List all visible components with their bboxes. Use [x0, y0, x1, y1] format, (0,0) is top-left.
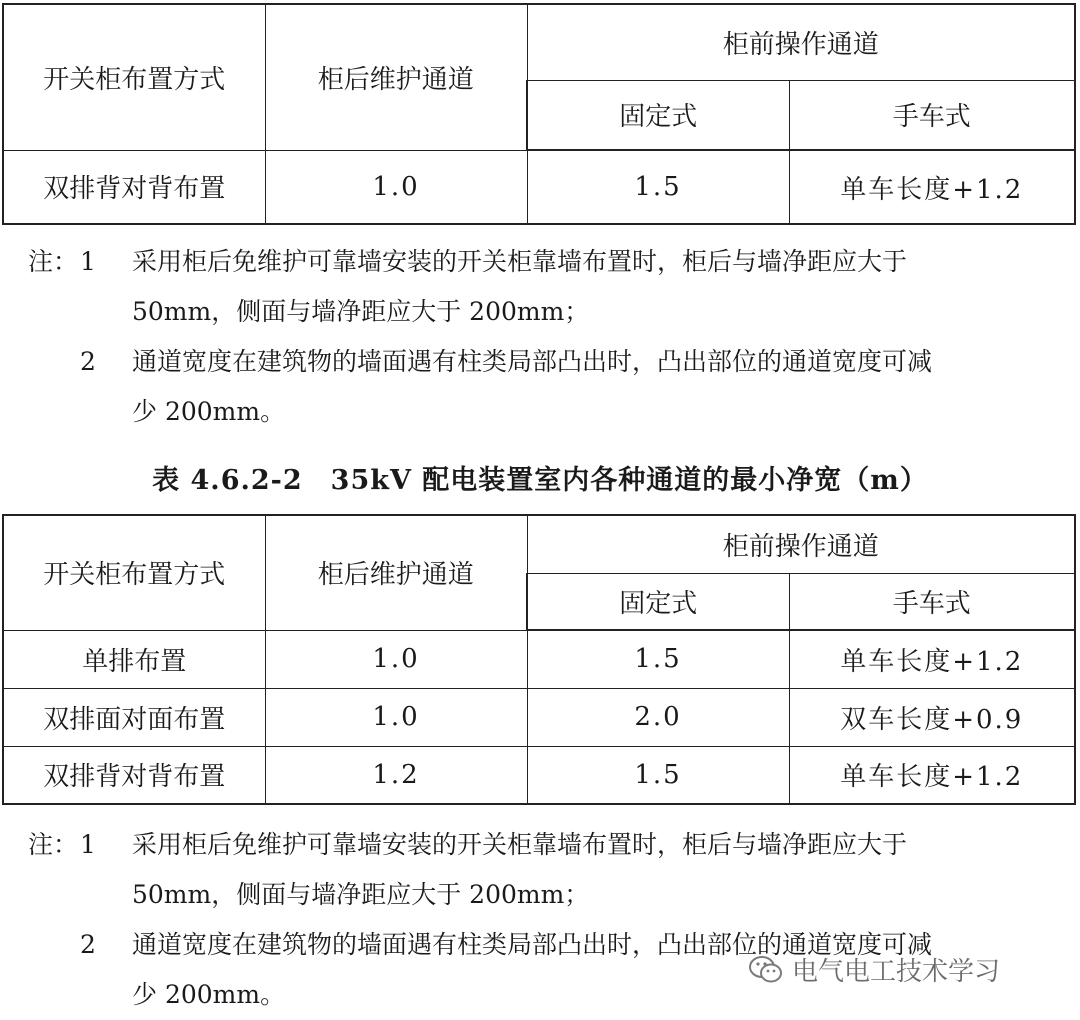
cell-fixed: 2.0 — [527, 688, 789, 746]
note-text: 采用柜后免维护可靠墙安装的开关柜靠墙布置时，柜后与墙净距应大于 — [132, 830, 908, 859]
wechat-icon — [748, 955, 784, 985]
cell-layout: 单排布置 — [3, 630, 265, 688]
note-item — [28, 237, 1073, 287]
header-rear-passage: 柜后维护通道 — [265, 515, 527, 630]
note-text-continued: 少 200mm。 — [132, 397, 286, 426]
note-number: 2 — [80, 930, 96, 959]
note-item — [28, 337, 1073, 387]
table-row — [3, 630, 1075, 688]
cell-layout: 双排面对面布置 — [3, 688, 265, 746]
table-1 — [2, 3, 1076, 225]
note-text: 通道宽度在建筑物的墙面遇有柱类局部凸出时，凸出部位的通道宽度可减 — [132, 347, 933, 376]
header-front-passage: 柜前操作通道 — [527, 4, 1075, 80]
note-prefix: 注： — [28, 247, 79, 276]
header-fixed: 固定式 — [527, 573, 789, 630]
notes-2 — [28, 820, 1073, 1020]
cell-fixed: 1.5 — [527, 746, 789, 804]
note-prefix: 注： — [28, 830, 79, 859]
cell-fixed: 1.5 — [527, 630, 789, 688]
watermark — [748, 951, 1000, 988]
cell-trolley: 单车长度+1.2 — [789, 150, 1075, 224]
note-text-continued: 少 200mm。 — [132, 980, 286, 1009]
note-number: 1 — [80, 830, 96, 859]
note-text: 采用柜后免维护可靠墙安装的开关柜靠墙布置时，柜后与墙净距应大于 — [132, 247, 908, 276]
header-layout: 开关柜布置方式 — [3, 515, 265, 630]
table-row — [3, 688, 1075, 746]
cell-trolley: 单车长度+1.2 — [789, 630, 1075, 688]
cell-rear: 1.0 — [265, 688, 527, 746]
cell-rear: 1.2 — [265, 746, 527, 804]
cell-layout: 双排背对背布置 — [3, 150, 265, 224]
header-rear-passage: 柜后维护通道 — [265, 4, 527, 150]
cell-rear: 1.0 — [265, 630, 527, 688]
note-text: 通道宽度在建筑物的墙面遇有柱类局部凸出时，凸出部位的通道宽度可减 — [132, 930, 933, 959]
watermark-text: 电气电工技术学习 — [792, 957, 1001, 987]
table-row — [3, 746, 1075, 804]
note-number: 2 — [80, 347, 96, 376]
cell-layout: 双排背对背布置 — [3, 746, 265, 804]
cell-trolley: 双车长度+0.9 — [789, 688, 1075, 746]
table-2 — [2, 514, 1076, 805]
cell-fixed: 1.5 — [527, 150, 789, 224]
header-trolley: 手车式 — [789, 573, 1075, 630]
header-trolley: 手车式 — [789, 80, 1075, 150]
table-row — [3, 150, 1075, 224]
cell-rear: 1.0 — [265, 150, 527, 224]
header-front-passage: 柜前操作通道 — [527, 515, 1075, 573]
header-fixed: 固定式 — [527, 80, 789, 150]
note-number: 1 — [80, 247, 96, 276]
note-text-continued: 50mm，侧面与墙净距应大于 200mm； — [132, 297, 590, 326]
note-item — [28, 820, 1073, 870]
table-caption: 表 4.6.2-2 35kV 配电装置室内各种通道的最小净宽（m） — [152, 465, 928, 496]
note-text-continued: 50mm，侧面与墙净距应大于 200mm； — [132, 880, 590, 909]
cell-trolley: 单车长度+1.2 — [789, 746, 1075, 804]
notes-1 — [28, 237, 1073, 437]
header-layout: 开关柜布置方式 — [3, 4, 265, 150]
